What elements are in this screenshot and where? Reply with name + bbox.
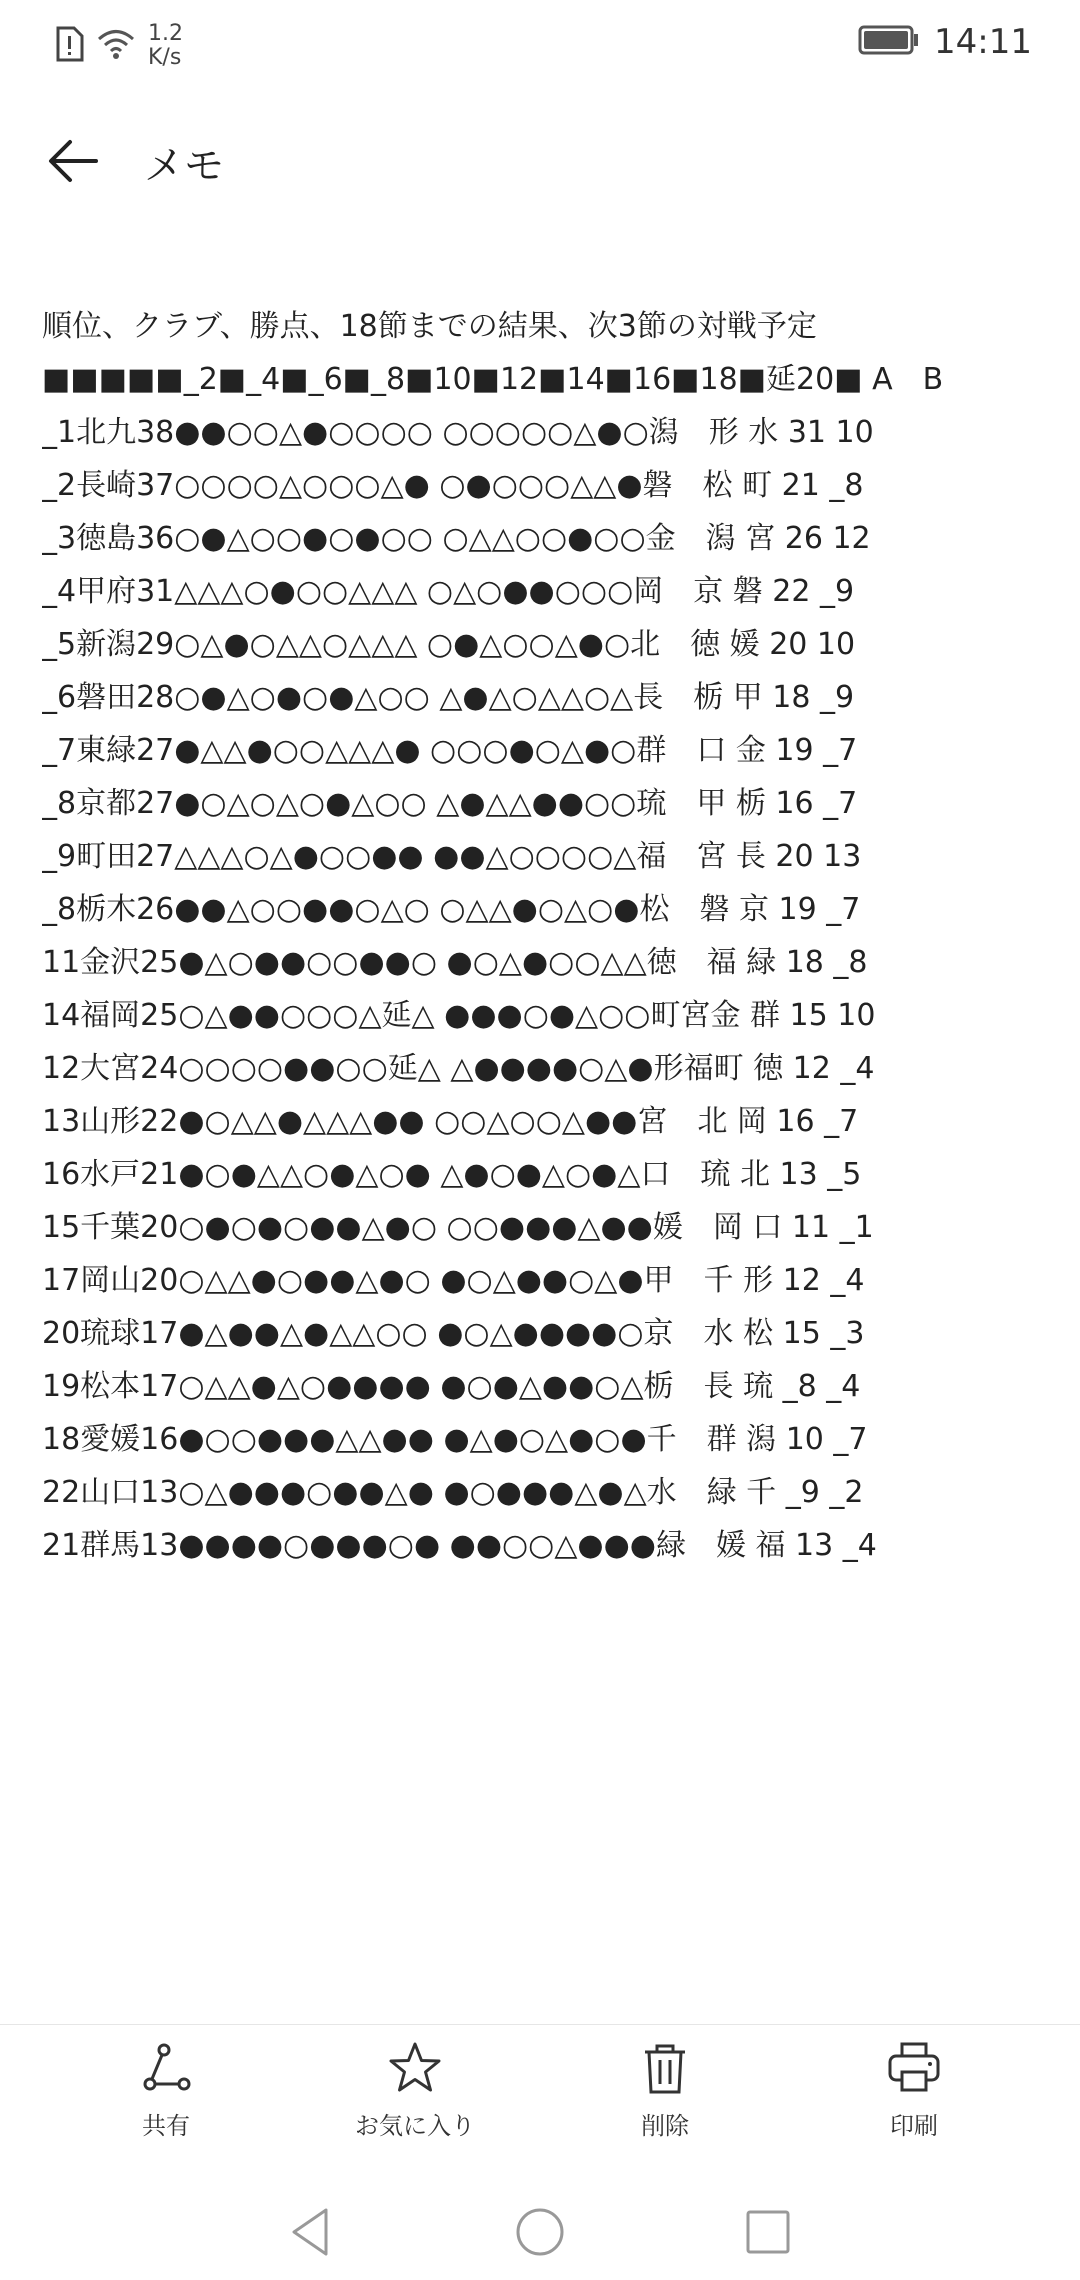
memo-standings-line: 19松本17○△△●△○●●●● ●○●△●●○△栃 長 琉 _8 _4 xyxy=(42,1369,861,1404)
nav-recents-button[interactable] xyxy=(738,2202,798,2262)
memo-standings-line: 21群馬13●●●●○●●●○● ●●○○△●●●緑 媛 福 13 _4 xyxy=(42,1528,877,1563)
memo-standings-line: _2長崎37○○○○△○○○△● ○●○○○△△●磐 松 町 21 _8 xyxy=(42,468,864,503)
memo-standings-line: _6磐田28○●△○●○●△○○ △●△○△△○△長 栃 甲 18 _9 xyxy=(42,680,855,715)
memo-standings-line: _8京都27●○△○△○●△○○ △●△△●●○○琉 甲 栃 16 _7 xyxy=(42,786,858,821)
share-label: 共有 xyxy=(142,2112,190,2140)
memo-standings-line: 18愛媛16●○○●●●△△●● ●△●○△●○●千 群 潟 10 _7 xyxy=(42,1422,868,1457)
memo-standings-line: 20琉球17●△●●△●△△○○ ●○△●●●●○京 水 松 15 _3 xyxy=(42,1316,865,1351)
delete-button[interactable] xyxy=(555,2040,775,2141)
memo-header-line: ■■■■■_2■_4■_6■_8■10■12■14■16■18■延20■ A B xyxy=(42,362,944,397)
wifi-icon xyxy=(96,27,136,65)
memo-standings-line: _5新潟29○△●○△△○△△△ ○●△○○△●○北 徳 媛 20 10 xyxy=(42,627,856,662)
memo-content[interactable] xyxy=(42,300,1052,1572)
memo-standings-line: _9町田27△△△○△●○○●● ●●△○○○○△福 宮 長 20 13 xyxy=(42,839,862,874)
memo-standings-line: 17岡山20○△△●○●●△●○ ●○△●●○△●甲 千 形 12 _4 xyxy=(42,1263,865,1298)
bottom-action-bar xyxy=(0,2040,1080,2190)
battery-icon xyxy=(858,24,920,60)
print-button[interactable] xyxy=(804,2040,1024,2141)
memo-heading-line: 順位、クラブ、勝点、18節までの結果、次3節の対戦予定 xyxy=(42,309,817,344)
memo-standings-line: 12大宮24○○○○●●○○延△ △●●●●○△●形福町 徳 12 _4 xyxy=(42,1051,875,1086)
delete-label: 削除 xyxy=(641,2112,689,2140)
trash-icon xyxy=(555,2040,775,2096)
memo-standings-line: _8栃木26●●△○○●●○△○ ○△△●○△○●松 磐 京 19 _7 xyxy=(42,892,861,927)
network-speed xyxy=(148,22,183,70)
status-bar xyxy=(0,0,1080,96)
clock: 14:11 xyxy=(934,22,1032,62)
arrow-left-icon xyxy=(46,134,100,192)
memo-standings-line: 11金沢25●△○●●○○●●○ ●○△●○○△△徳 福 緑 18 _8 xyxy=(42,945,868,980)
status-right xyxy=(858,22,1032,62)
triangle-back-icon xyxy=(282,2247,342,2266)
app-bar xyxy=(0,110,1080,230)
share-icon xyxy=(56,2040,276,2096)
printer-icon xyxy=(804,2040,1024,2096)
circle-home-icon xyxy=(510,2247,570,2266)
nav-home-button[interactable] xyxy=(510,2202,570,2262)
nav-back-button[interactable] xyxy=(282,2202,342,2262)
print-label: 印刷 xyxy=(890,2112,938,2140)
memo-standings-line: 16水戸21●○●△△○●△○● △●○●△○●△口 琉 北 13 _5 xyxy=(42,1157,862,1192)
sim-alert-icon xyxy=(54,26,84,66)
bottom-divider xyxy=(0,2024,1080,2025)
memo-standings-line: 22山口13○△●●●○●●△● ●○●●●△●△水 緑 千 _9 _2 xyxy=(42,1475,864,1510)
page-title: メモ xyxy=(144,143,224,189)
back-button[interactable] xyxy=(40,130,106,196)
favorite-button[interactable] xyxy=(305,2040,525,2141)
square-recents-icon xyxy=(738,2247,798,2266)
status-left xyxy=(54,22,183,70)
star-icon xyxy=(305,2040,525,2096)
memo-standings-line: 15千葉20○●○●○●●△●○ ○○●●●△●●媛 岡 口 11 _1 xyxy=(42,1210,874,1245)
memo-standings-line: 13山形22●○△△●△△△●● ○○△○○△●●宮 北 岡 16 _7 xyxy=(42,1104,859,1139)
memo-standings-line: _1北九38●●○○△●○○○○ ○○○○○△●○潟 形 水 31 10 xyxy=(42,415,874,450)
system-nav-bar xyxy=(0,2190,1080,2280)
memo-standings-line: _3徳島36○●△○○●○●○○ ○△△○○●○○金 潟 宮 26 12 xyxy=(42,521,871,556)
network-speed-unit: K/s xyxy=(148,45,182,70)
memo-standings-line: 14福岡25○△●●○○○△延△ ●●●○●△○○町宮金 群 15 10 xyxy=(42,998,876,1033)
favorite-label: お気に入り xyxy=(355,2112,475,2140)
memo-standings-line: _7東緑27●△△●○○△△△● ○○○●○△●○群 口 金 19 _7 xyxy=(42,733,858,768)
share-button[interactable] xyxy=(56,2040,276,2141)
memo-standings-line: _4甲府31△△△○●○○△△△ ○△○●●○○○岡 京 磐 22 _9 xyxy=(42,574,855,609)
network-speed-value: 1.2 xyxy=(148,21,183,46)
